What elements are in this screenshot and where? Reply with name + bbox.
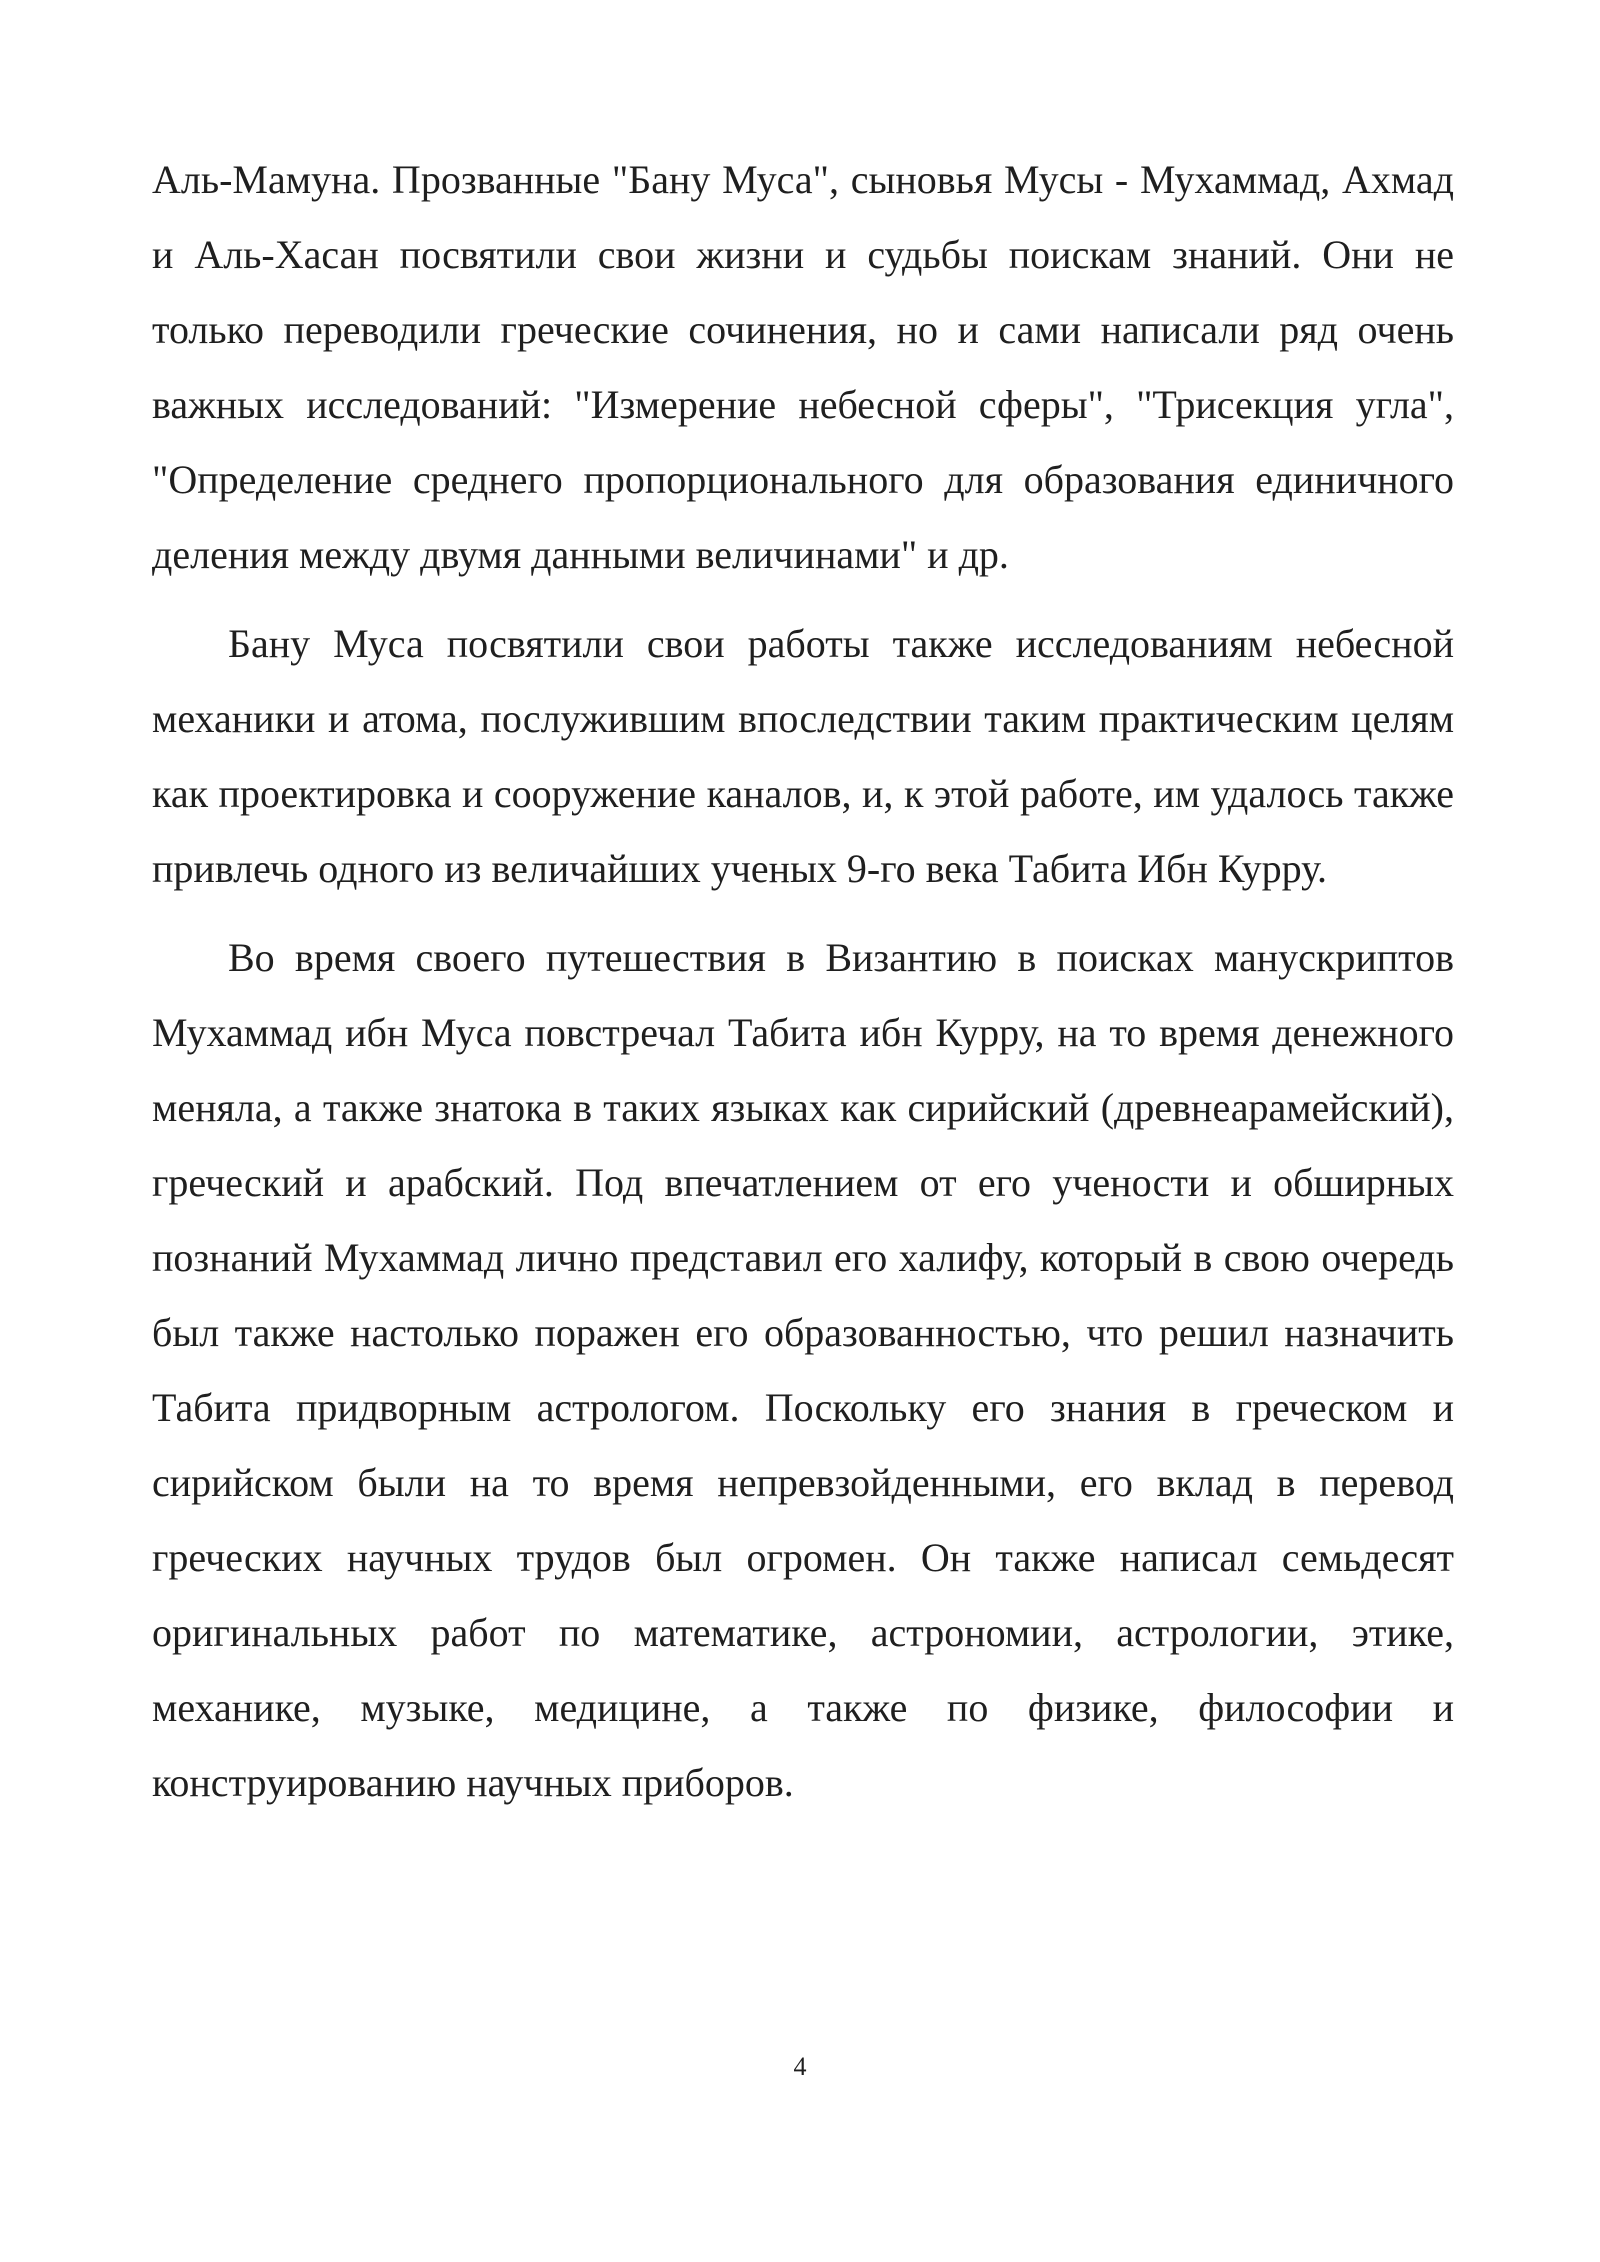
page-number: 4 bbox=[793, 2052, 807, 2081]
paragraph-banu-musa: Бану Муса посвятили свои работы также исследованиям небесной механики и атома, послужившим впоследствии таким практическим целям как проектировка и сооружение каналов, и, к этой работе, им удалось также привлечь одного из величайших ученых 9-го века Табита Ибн Курру. bbox=[152, 621, 1454, 891]
paragraph-continuation: Аль-Мамуна. Прозванные "Бану Муса", сыновья Мусы - Мухаммад, Ахмад и Аль-Хасан посвятили свои жизни и судьбы поискам знаний. Они не только переводили греческие сочинения, но и сами написали ряд очень важных исследований: "Измерение небесной сферы", "Трисекция угла", "Определение среднего пропорционального для образования единичного деления между двумя данными величинами" и др. bbox=[152, 157, 1454, 577]
document-body bbox=[152, 142, 1454, 1834]
paragraph-thabit-ibn-qurra: Во время своего путешествия в Византию в поисках манускриптов Мухаммад ибн Муса повстречал Табита ибн Курру, на то время денежного меняла, а также знатока в таких языках как сирийский (древнеарамейский), греческий и арабский. Под впечатлением от его учености и обширных познаний Мухаммад лично представил его халифу, который в свою очередь был также настолько поражен его образованностью, что решил назначить Табита придворным астрологом. Поскольку его знания в греческом и сирийском были на то время непревзойденными, его вклад в перевод греческих научных трудов был огромен. Он также написал семьдесят оригинальных работ по математике, астрономии, астрологии, этике, механике, музыке, медицине, а также по физике, философии и конструированию научных приборов. bbox=[152, 935, 1454, 1805]
